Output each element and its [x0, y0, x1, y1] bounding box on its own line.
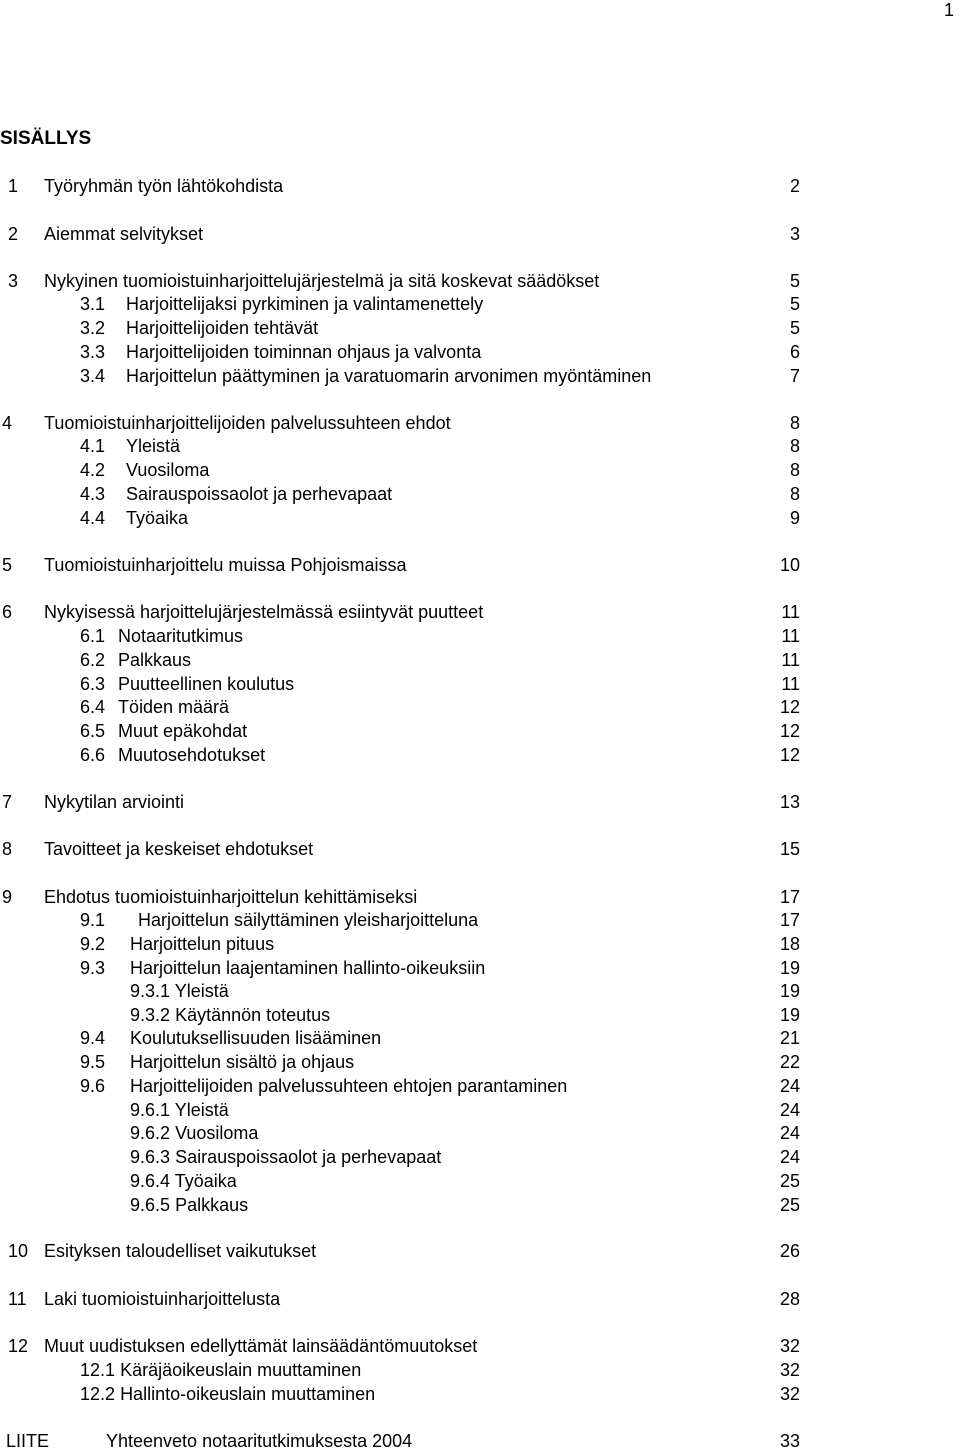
toc-entry-title: [130, 1121, 258, 1145]
toc-entry-title-text: Vuosiloma: [175, 1123, 259, 1143]
toc-entry-number: 9.6.3: [130, 1147, 171, 1167]
toc-entry-number: 12.1: [80, 1360, 116, 1380]
toc-entry-title: [130, 1145, 441, 1169]
toc-entry-page: 5: [789, 294, 800, 314]
toc-entry: [0, 956, 800, 980]
toc-entry-number: 9.1: [80, 910, 106, 930]
toc-entry-page: 32: [779, 1384, 800, 1404]
toc-entry-page: 10: [779, 555, 800, 575]
toc-entry-title: Yhteenveto notaaritutkimuksesta 2004: [106, 1431, 413, 1451]
toc-entry-page: 19: [779, 1005, 800, 1025]
toc-entry-title: Muut uudistuksen edellyttämät lainsäädäntömuutokset: [44, 1336, 478, 1356]
toc-entry-title: Palkkaus: [118, 650, 192, 670]
toc-entry: [0, 695, 800, 719]
toc-entry-page: 11: [781, 650, 800, 670]
toc-entry-page: 13: [779, 792, 800, 812]
toc-entry-title-text: Käräjäoikeuslain muuttaminen: [120, 1360, 362, 1380]
toc-entry-number: 8: [2, 839, 13, 859]
toc-entry-title: Koulutuksellisuuden lisääminen: [130, 1028, 382, 1048]
toc-entry: [0, 292, 800, 316]
toc-entry-page: 33: [779, 1431, 800, 1451]
toc-entry-page: 6: [789, 342, 800, 362]
toc-entry-title: Nykyinen tuomioistuinharjoittelujärjestelmä ja sitä koskevat säädökset: [44, 271, 600, 291]
toc-entry-page: 17: [779, 910, 800, 930]
toc-entry-number: 9.3.2: [130, 1005, 171, 1025]
toc-entry-title-text: Käytännön toteutus: [175, 1005, 331, 1025]
toc-entry-page: 3: [789, 224, 800, 244]
toc-entry: [0, 932, 800, 956]
toc-entry-title: Harjoittelun sisältö ja ohjaus: [130, 1052, 355, 1072]
toc-entry-page: 24: [779, 1100, 800, 1120]
toc-entry-number: 6.6: [80, 745, 106, 765]
toc-entry-number: 3: [8, 271, 19, 291]
toc-entry-page: 11: [781, 626, 800, 646]
toc-entry-title-text: Sairauspoissaolot ja perhevapaat: [175, 1147, 442, 1167]
toc-entry-title: Muutosehdotukset: [118, 745, 266, 765]
toc-entry-title-text: Yleistä: [174, 1100, 229, 1120]
page-number: 1: [944, 0, 955, 20]
toc-entry-page: 12: [779, 721, 800, 741]
toc-entry-number: 4: [2, 413, 13, 433]
toc-entry: [0, 672, 800, 696]
toc-entry: [0, 1287, 800, 1311]
toc-entry-title: Notaaritutkimus: [118, 626, 244, 646]
toc-entry: [0, 790, 800, 814]
toc-entry-title: Laki tuomioistuinharjoittelusta: [44, 1289, 281, 1309]
toc-entry-title: [80, 1358, 361, 1382]
toc-entry-number: 3.3: [80, 342, 106, 362]
toc-entry-number: 11: [8, 1289, 27, 1309]
toc-entry: [0, 506, 800, 530]
toc-entry-number: 1: [8, 176, 19, 196]
toc-entry-number: 9.6: [80, 1076, 106, 1096]
toc-entry-page: 8: [789, 460, 800, 480]
toc-entry-number: 3.1: [80, 294, 106, 314]
toc-entry-number: 12.2: [80, 1384, 116, 1404]
toc-entry-number: 9.4: [80, 1028, 106, 1048]
toc-entry: [0, 316, 800, 340]
toc-entry-page: 8: [789, 436, 800, 456]
toc-entry-number: 6.2: [80, 650, 106, 670]
toc-entry-number: 9.5: [80, 1052, 106, 1072]
toc-entry-page: 32: [779, 1336, 800, 1356]
toc-entry-page: 9: [789, 508, 800, 528]
toc-entry-page: 11: [781, 602, 800, 622]
toc-entry: [0, 1334, 800, 1358]
toc-entry-number: 4.1: [80, 436, 106, 456]
toc-entry-page: 22: [779, 1052, 800, 1072]
toc-entry-title: Puutteellinen koulutus: [118, 674, 295, 694]
toc-entry: [0, 553, 800, 577]
toc-entry: [0, 600, 800, 624]
toc-entry: [0, 482, 800, 506]
toc-entry-page: 5: [789, 271, 800, 291]
toc-entry-page: 19: [779, 958, 800, 978]
toc-entry-page: 25: [779, 1171, 800, 1191]
toc-entry-number: 6.4: [80, 697, 106, 717]
toc-entry-page: 8: [789, 484, 800, 504]
toc-entry-title: Esityksen taloudelliset vaikutukset: [44, 1241, 317, 1261]
toc-entry-page: 26: [779, 1241, 800, 1261]
toc-entry: [0, 364, 800, 388]
toc-entry-title: [130, 979, 229, 1003]
toc-heading: SISÄLLYS: [0, 128, 92, 149]
toc-entry: [0, 269, 800, 293]
toc-entry-title: Harjoittelijoiden toiminnan ohjaus ja valvonta: [126, 342, 482, 362]
toc-entry-number: 10: [8, 1241, 29, 1261]
toc-entry-page: 8: [789, 413, 800, 433]
toc-entry-page: 15: [779, 839, 800, 859]
toc-entry: [0, 1429, 800, 1453]
toc-entry-title: Työryhmän työn lähtökohdista: [44, 176, 284, 196]
toc-entry: [0, 979, 800, 1003]
toc-entry: [0, 1169, 800, 1193]
toc-entry-page: 12: [779, 697, 800, 717]
toc-entry-title: Harjoittelijaksi pyrkiminen ja valintamenettely: [126, 294, 484, 314]
toc-entry-title: Vuosiloma: [126, 460, 210, 480]
toc-entry-number: 5: [2, 555, 13, 575]
toc-entry-number: 3.4: [80, 366, 106, 386]
toc-entry-number: 9.3.1: [130, 981, 171, 1001]
toc-entry-page: 32: [779, 1360, 800, 1380]
toc-entry: [0, 1193, 800, 1217]
toc-entry-title: Muut epäkohdat: [118, 721, 248, 741]
toc-entry-number: 4.4: [80, 508, 106, 528]
toc-entry-number: 2: [8, 224, 19, 244]
toc-entry: [0, 434, 800, 458]
toc-entry-title: Yleistä: [126, 436, 181, 456]
toc-entry-title: [80, 1382, 375, 1406]
toc-entry-page: 5: [789, 318, 800, 338]
toc-entry: [0, 1382, 800, 1406]
toc-entry-page: 11: [781, 674, 800, 694]
toc-entry-title: Tuomioistuinharjoittelijoiden palvelussuhteen ehdot: [44, 413, 451, 433]
toc-entry: [0, 1145, 800, 1169]
toc-entry-page: 28: [779, 1289, 800, 1309]
toc-entry-page: 2: [789, 176, 800, 196]
toc-entry-title: Ehdotus tuomioistuinharjoittelun kehittämiseksi: [44, 887, 418, 907]
toc-entry: [0, 1239, 800, 1263]
toc-entry-number: 9.6.4: [130, 1171, 171, 1191]
toc-entry-page: 17: [779, 887, 800, 907]
toc-entry: [0, 719, 800, 743]
toc-entry-title: Harjoittelun pituus: [130, 934, 275, 954]
toc-entry: [0, 1121, 800, 1145]
toc-entry-number: 9.3: [80, 958, 106, 978]
toc-entry: [0, 1098, 800, 1122]
toc-entry-title: Nykytilan arviointi: [44, 792, 185, 812]
toc-entry: [0, 837, 800, 861]
toc-entry-title: Työaika: [126, 508, 189, 528]
toc-entry-number: 6: [2, 602, 13, 622]
toc-entry: [0, 222, 800, 246]
toc-entry: [0, 648, 800, 672]
toc-entry-title: [130, 1098, 229, 1122]
toc-entry-title: Harjoittelun laajentaminen hallinto-oikeuksiin: [130, 958, 486, 978]
toc-entry-title: Töiden määrä: [118, 697, 230, 717]
toc-entry-number: 6.3: [80, 674, 106, 694]
toc-entry-title: Harjoittelijoiden tehtävät: [126, 318, 319, 338]
toc-entry-title-text: Hallinto-oikeuslain muuttaminen: [120, 1384, 376, 1404]
toc-entry-page: 12: [779, 745, 800, 765]
toc-entry-number: 12: [8, 1336, 29, 1356]
toc-entry-title: [130, 1169, 237, 1193]
toc-entry-page: 24: [779, 1123, 800, 1143]
toc-entry-number: 9.6.5: [130, 1195, 171, 1215]
toc-entry-page: 7: [789, 366, 800, 386]
toc-entry: [0, 1026, 800, 1050]
toc-entry-number: 6.5: [80, 721, 106, 741]
toc-entry-number: 9.2: [80, 934, 106, 954]
toc-entry-title: [130, 1193, 248, 1217]
toc-entry: [0, 340, 800, 364]
toc-entry-number: 6.1: [80, 626, 106, 646]
toc-entry-number: 9.6.1: [130, 1100, 171, 1120]
toc-entry-page: 24: [779, 1076, 800, 1096]
toc-entry: [0, 908, 800, 932]
toc-entry: [0, 1358, 800, 1382]
toc-entry-number: 4.3: [80, 484, 106, 504]
toc-entry: [0, 885, 800, 909]
toc-entry-page: 18: [779, 934, 800, 954]
toc-entry-title: Nykyisessä harjoittelujärjestelmässä esiintyvät puutteet: [44, 602, 484, 622]
toc-entry-page: 25: [779, 1195, 800, 1215]
toc-entry: [0, 1074, 800, 1098]
toc-entry-page: 19: [779, 981, 800, 1001]
toc-entry-title-text: Yleistä: [174, 981, 229, 1001]
toc-entry: [0, 1003, 800, 1027]
toc-entry-title-text: Työaika: [174, 1171, 237, 1191]
toc-entry-page: 24: [779, 1147, 800, 1167]
toc-entry-title: Tuomioistuinharjoittelu muissa Pohjoismaissa: [44, 555, 407, 575]
toc-entry-number: 7: [2, 792, 13, 812]
toc-entry-title: [130, 1003, 330, 1027]
toc-entry-number: LIITE: [6, 1431, 50, 1451]
toc-entry-number: 4.2: [80, 460, 106, 480]
toc-entry-title: Aiemmat selvitykset: [44, 224, 204, 244]
toc-entry: [0, 1050, 800, 1074]
toc-entry-title: Harjoittelijoiden palvelussuhteen ehtojen parantaminen: [130, 1076, 568, 1096]
toc-entry-title: Tavoitteet ja keskeiset ehdotukset: [44, 839, 314, 859]
toc-entry-title-text: Palkkaus: [175, 1195, 249, 1215]
toc-entry: [0, 411, 800, 435]
toc-entry: [0, 743, 800, 767]
toc-entry-title: Harjoittelun säilyttäminen yleisharjoitteluna: [138, 910, 479, 930]
toc-entry: [0, 174, 800, 198]
toc-entry-number: 9: [2, 887, 13, 907]
toc-entry: [0, 624, 800, 648]
toc-entry-number: 3.2: [80, 318, 106, 338]
toc-entry: [0, 458, 800, 482]
toc-entry-title: Sairauspoissaolot ja perhevapaat: [126, 484, 393, 504]
toc-entry-page: 21: [779, 1028, 800, 1048]
toc-entry-number: 9.6.2: [130, 1123, 171, 1143]
toc-entry-title: Harjoittelun päättyminen ja varatuomarin arvonimen myöntäminen: [126, 366, 652, 386]
